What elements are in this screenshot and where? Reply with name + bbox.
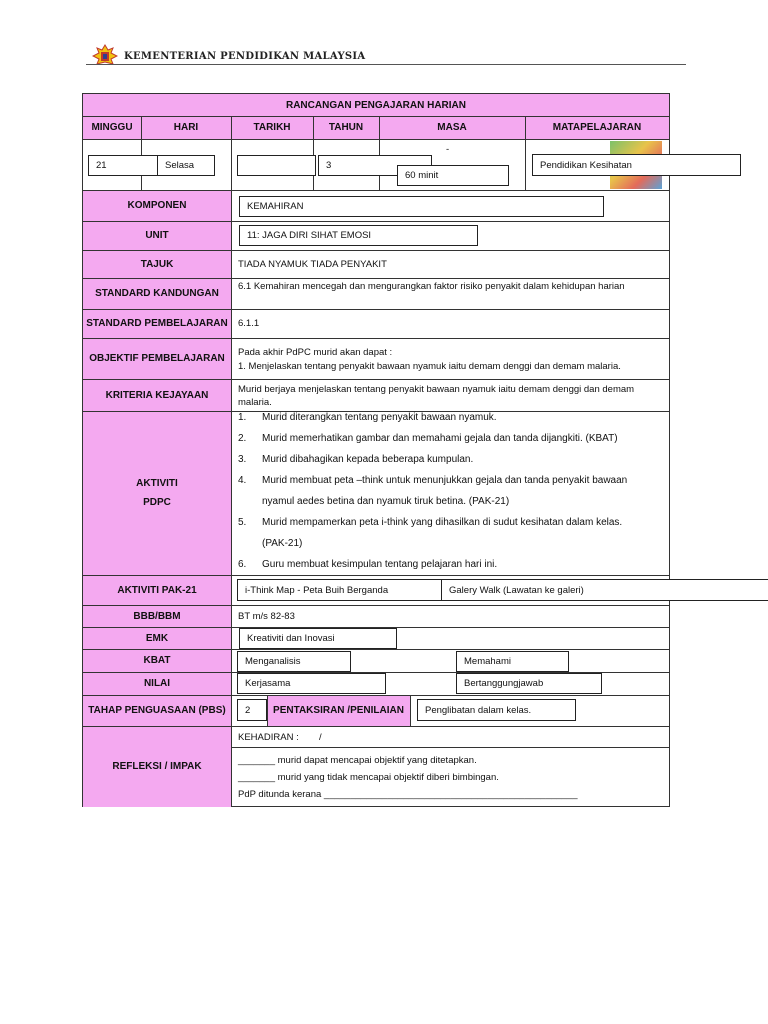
standard-pembelajaran-value: 6.1.1 bbox=[238, 318, 260, 329]
col-hari: HARI bbox=[173, 122, 199, 133]
col-masa: MASA bbox=[437, 122, 467, 133]
objektif-line1: Pada akhir PdPC murid akan dapat : bbox=[238, 347, 393, 358]
pak21-label: AKTIVITI PAK-21 bbox=[117, 584, 197, 596]
aktiviti-label-1: AKTIVITI bbox=[136, 478, 178, 489]
tahap-label: TAHAP PENGUASAAN (PBS) bbox=[88, 705, 226, 716]
col-matapelajaran: MATAPELAJARAN bbox=[552, 122, 642, 133]
komponen-field[interactable]: KEMAHIRAN bbox=[239, 196, 604, 217]
pak21-field-1[interactable]: i-Think Map - Peta Buih Berganda bbox=[237, 579, 442, 601]
kbat-label: KBAT bbox=[143, 655, 171, 666]
col-minggu: MINGGU bbox=[91, 122, 133, 133]
tahun-field[interactable]: 3 bbox=[318, 155, 432, 176]
col-tahun: TAHUN bbox=[328, 122, 364, 133]
standard-kandungan-label: STANDARD KANDUNGAN bbox=[95, 288, 219, 299]
list-item: nyamul aedes betina dan nyamuk tiruk betina. (PAK-21) bbox=[262, 496, 510, 507]
tajuk-label: TAJUK bbox=[140, 258, 174, 270]
tajuk-value: TIADA NYAMUK TIADA PENYAKIT bbox=[238, 259, 387, 270]
pentaksiran-label: PENTAKSIRAN /PENILAIAN bbox=[273, 705, 404, 716]
emk-label: EMK bbox=[145, 632, 169, 644]
list-item: 4. Murid membuat peta –think untuk menunjukkan gejala dan tanda penyakit bawaan bbox=[238, 475, 628, 486]
header-rule bbox=[86, 64, 686, 65]
minggu-field[interactable]: 21 bbox=[88, 155, 160, 176]
bbb-value: BT m/s 82-83 bbox=[238, 611, 295, 622]
komponen-label: KOMPONEN bbox=[127, 200, 187, 211]
kehadiran-label: KEHADIRAN : bbox=[238, 732, 299, 743]
pak21-field-2[interactable]: Galery Walk (Lawatan ke galeri) bbox=[441, 579, 768, 601]
objektif-line2: 1. Menjelaskan tentang penyakit bawaan nyamuk iaitu demam denggi dan demam malaria. bbox=[238, 361, 621, 372]
list-item: 1. Murid diterangkan tentang penyakit bawaan nyamuk. bbox=[238, 412, 497, 423]
aktiviti-list bbox=[238, 412, 666, 580]
kriteria-value: Murid berjaya menjelaskan tentang penyakit bawaan nyamuk iaitu demam denggi dan demam malaria. bbox=[238, 384, 635, 408]
nilai-label: NILAI bbox=[143, 678, 171, 689]
nilai-field-2[interactable]: Bertanggungjawab bbox=[456, 673, 602, 694]
refleksi-line-1: _______ murid dapat mencapai objektif yang ditetapkan. bbox=[238, 755, 477, 766]
list-item: 2. Murid memerhatikan gambar dan memahami gejala dan tanda dijangkiti. (KBAT) bbox=[238, 433, 618, 444]
tahap-field[interactable]: 2 bbox=[237, 699, 267, 721]
nilai-field-1[interactable]: Kerjasama bbox=[237, 673, 386, 694]
list-item: 5. Murid mempamerkan peta i-think yang dihasilkan di sudut kesihatan dalam kelas. bbox=[238, 517, 623, 528]
aktiviti-label-2: PDPC bbox=[143, 497, 171, 508]
masa-field[interactable]: 60 minit bbox=[397, 165, 509, 186]
list-item: 6. Guru membuat kesimpulan tentang pelajaran hari ini. bbox=[238, 559, 498, 570]
kehadiran-slash: / bbox=[319, 732, 322, 743]
aktiviti-label bbox=[83, 411, 231, 575]
tarikh-field[interactable] bbox=[237, 155, 316, 176]
kbat-field-1[interactable]: Menganalisis bbox=[237, 651, 351, 672]
ministry-name: KEMENTERIAN PENDIDIKAN MALAYSIA bbox=[124, 51, 366, 62]
refleksi-line-2: _______ murid yang tidak mencapai objektif diberi bimbingan. bbox=[238, 772, 499, 783]
unit-field[interactable]: 11: JAGA DIRI SIHAT EMOSI bbox=[239, 225, 478, 246]
matapelajaran-field[interactable]: Pendidikan Kesihatan bbox=[532, 154, 741, 176]
unit-label: UNIT bbox=[145, 230, 169, 241]
masa-dash: - bbox=[446, 144, 450, 155]
form-title: RANCANGAN PENGAJARAN HARIAN bbox=[285, 99, 466, 111]
emk-field[interactable]: Kreativiti dan Inovasi bbox=[239, 628, 397, 649]
objektif-label: OBJEKTIF PEMBELAJARAN bbox=[89, 353, 225, 364]
pentaksiran-field[interactable]: Penglibatan dalam kelas. bbox=[417, 699, 576, 721]
refleksi-line-3: PdP ditunda kerana ________________________________________________ bbox=[238, 789, 578, 800]
hari-field[interactable]: Selasa bbox=[157, 155, 215, 176]
refleksi-label: REFLEKSI / IMPAK bbox=[112, 761, 202, 772]
kbat-field-2[interactable]: Memahami bbox=[456, 651, 569, 672]
bbb-label: BBB/BBM bbox=[133, 610, 181, 622]
standard-pembelajaran-label: STANDARD PEMBELAJARAN bbox=[86, 318, 228, 329]
list-item: (PAK-21) bbox=[262, 538, 303, 549]
kriteria-label: KRITERIA KEJAYAAN bbox=[105, 389, 209, 401]
standard-kandungan-value: 6.1 Kemahiran mencegah dan mengurangkan faktor risiko penyakit dalam kehidupan harian bbox=[238, 281, 625, 292]
list-item: 3. Murid dibahagikan kepada beberapa kumpulan. bbox=[238, 454, 474, 465]
col-tarikh: TARIKH bbox=[253, 122, 291, 133]
